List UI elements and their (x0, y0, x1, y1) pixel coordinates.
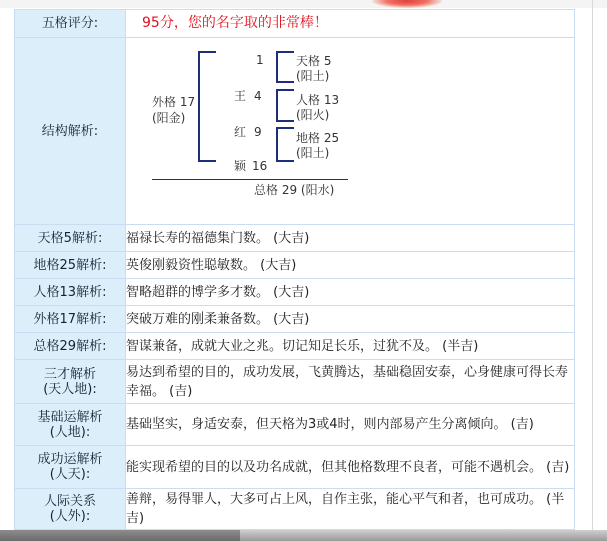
bracket-di-bottom (276, 160, 294, 162)
analysis-row (15, 404, 575, 446)
analysis-row (15, 279, 575, 306)
sancai-analysis-text: 易达到希望的目的，成功发展，飞黄腾达，基础稳固安泰，心身健康可得长寿幸福。 (吉) (126, 360, 575, 404)
dige-element: (阳土) (296, 146, 330, 160)
score-text: 95分，您的名字取的非常棒！ (126, 10, 575, 38)
char-1: 王 (234, 89, 247, 103)
bracket-di-line (276, 127, 278, 162)
bracket-tian-bottom (276, 81, 294, 83)
chenggongyun-analysis-label: 成功运解析 (人天): (15, 446, 126, 489)
tiange-element: (阳土) (296, 69, 330, 83)
wuge-analysis-table (14, 9, 575, 530)
tiange-analysis-text: 福禄长寿的福德集门数。 (大吉) (126, 225, 575, 252)
char-2-num: 9 (254, 125, 262, 139)
bottom-bar (0, 530, 607, 541)
analysis-row (15, 446, 575, 489)
analysis-row (15, 225, 575, 252)
bracket-tian-line (276, 51, 278, 83)
bracket-left-top (198, 51, 216, 53)
jichuyun-analysis-label: 基础运解析 (人地): (15, 404, 126, 446)
bottom-bar-segment (0, 530, 240, 541)
dige-analysis-label: 地格25解析: (15, 252, 126, 279)
tiange-analysis-label: 天格5解析: (15, 225, 126, 252)
page-right-edge (592, 0, 593, 530)
bracket-left-line (198, 51, 200, 162)
renge-analysis-label: 人格13解析: (15, 279, 126, 306)
waige-name: 外格 17 (152, 95, 196, 109)
char-3: 颖 (234, 159, 247, 173)
char-3-num: 16 (252, 159, 268, 173)
analysis-row (15, 489, 575, 530)
top-strip (0, 0, 607, 8)
bracket-ren-line (276, 89, 278, 122)
analysis-row (15, 360, 575, 404)
chenggongyun-analysis-text: 能实现希望的目的以及功名成就，但其他格数理不良者，可能不遇机会。 (吉) (126, 446, 575, 489)
bracket-ren-bottom (276, 120, 294, 122)
waige-element: (阳金) (152, 111, 186, 125)
analysis-row (15, 333, 575, 360)
total-line (152, 179, 348, 180)
structure-diagram (126, 38, 575, 225)
bracket-ren-top (276, 89, 294, 91)
renge-name: 人格 13 (296, 93, 340, 107)
waige-analysis-label: 外格17解析: (15, 306, 126, 333)
sancai-analysis-label: 三才解析 (天人地): (15, 360, 126, 404)
analysis-row (15, 306, 575, 333)
zongge-analysis-label: 总格29解析: (15, 333, 126, 360)
structure-row (15, 38, 575, 225)
bracket-di-top (276, 127, 294, 129)
renge-analysis-text: 智略超群的博学多才数。 (大吉) (126, 279, 575, 306)
tiange-name: 天格 5 (296, 54, 332, 68)
waige-analysis-text: 突破万难的刚柔兼备数。 (大吉) (126, 306, 575, 333)
renji-analysis-text: 善辩，易得罪人，大多可占上风，自作主张，能心平气和者，也可成功。 (半吉) (126, 489, 575, 530)
jichuyun-analysis-text: 基础坚实，身适安泰，但天格为3或4时，则内部易产生分离倾向。 (吉) (126, 404, 575, 446)
dige-name: 地格 25 (296, 131, 340, 145)
zongge-analysis-text: 智谋兼备，成就大业之兆。切记知足长乐，过犹不及。 (半吉) (126, 333, 575, 360)
bracket-left-bottom (198, 160, 216, 162)
score-row (15, 10, 575, 38)
renge-element: (阳火) (296, 108, 330, 122)
renji-analysis-label: 人际关系 (人外): (15, 489, 126, 530)
char-2: 红 (234, 125, 247, 139)
char-1-num: 4 (254, 89, 262, 103)
analysis-row (15, 252, 575, 279)
char-0-num: 1 (256, 53, 264, 67)
zongge-text: 总格 29 (阳水) (254, 183, 335, 197)
score-label: 五格评分: (15, 10, 126, 38)
dige-analysis-text: 英俊刚毅资性聪敏数。 (大吉) (126, 252, 575, 279)
structure-label: 结构解析: (15, 38, 126, 225)
bracket-tian-top (276, 51, 294, 53)
